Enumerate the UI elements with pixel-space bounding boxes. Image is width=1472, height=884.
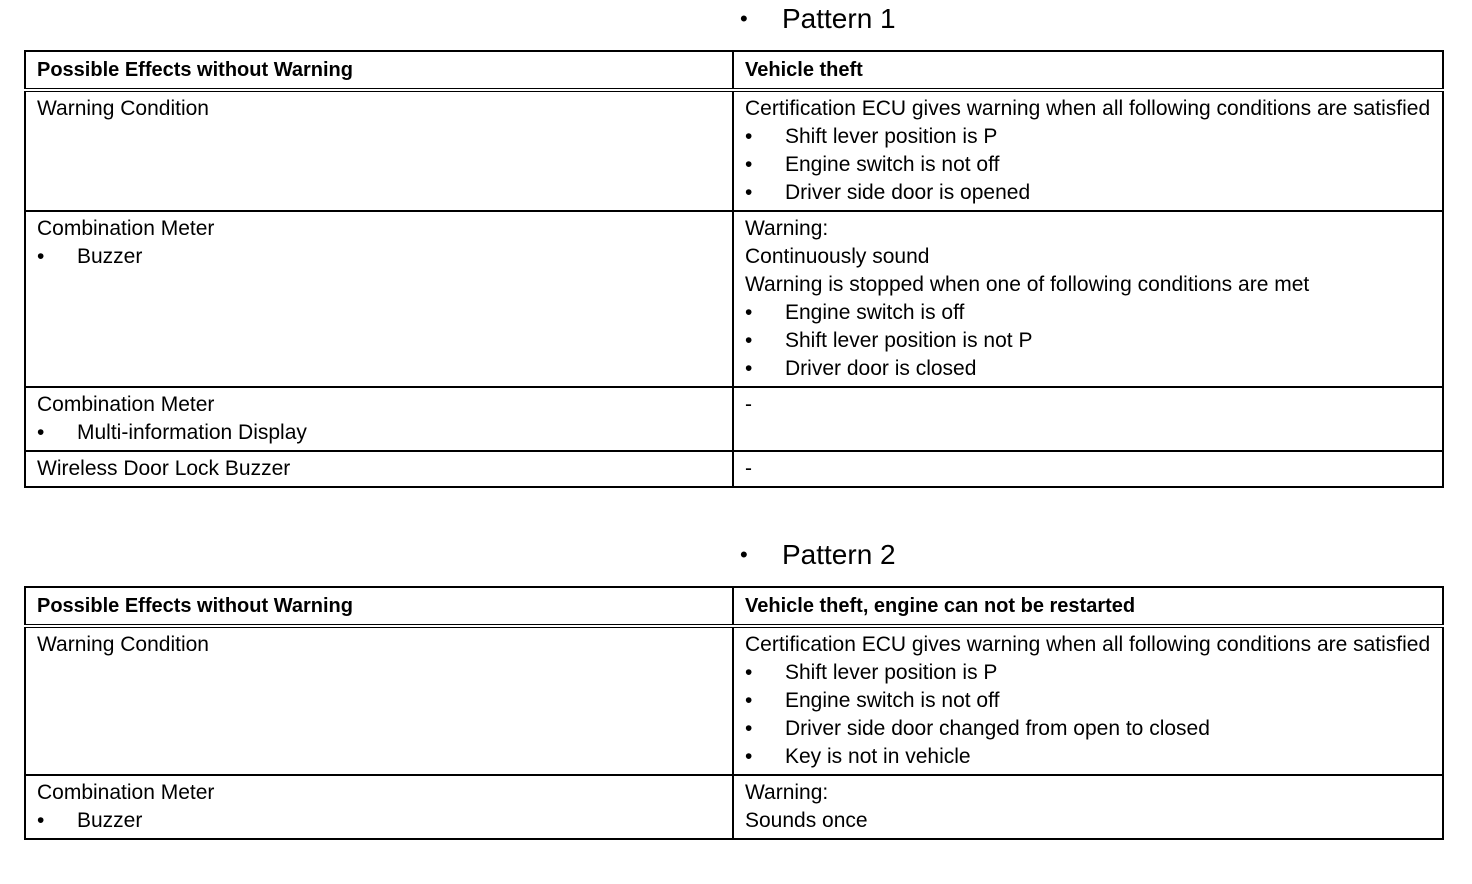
- bullet-item: [745, 299, 1432, 327]
- bullet-icon: •: [745, 153, 753, 176]
- table-row: [25, 775, 1443, 839]
- bullet-text: Key is not in vehicle: [785, 745, 971, 768]
- right-text: Warning:: [745, 217, 829, 240]
- bullet-text: Buzzer: [77, 245, 143, 268]
- bullet-text: Engine switch is not off: [785, 153, 1000, 176]
- bullet-item: [745, 327, 1432, 355]
- table-row: [25, 626, 1443, 775]
- right-text: -: [745, 393, 752, 416]
- header-col1: Possible Effects without Warning: [25, 587, 733, 626]
- left-title: Wireless Door Lock Buzzer: [37, 457, 291, 480]
- pattern-2-table: [24, 586, 1444, 840]
- table-row: [25, 211, 1443, 387]
- bullet-item: [37, 807, 722, 835]
- left-title: Combination Meter: [37, 217, 215, 240]
- bullet-text: Driver door is closed: [785, 357, 977, 380]
- bullet-icon: •: [37, 809, 45, 832]
- header-col2: Vehicle theft: [733, 51, 1443, 90]
- bullet-item: [745, 355, 1432, 383]
- right-cell: [733, 775, 1443, 839]
- right-text: -: [745, 457, 752, 480]
- right-text: Certification ECU gives warning when all following conditions are satisfied: [745, 97, 1431, 120]
- left-title: Warning Condition: [37, 97, 209, 120]
- bullet-icon: •: [745, 301, 753, 324]
- left-cell: [25, 451, 733, 487]
- left-title: Combination Meter: [37, 393, 215, 416]
- bullet-item: [745, 743, 1432, 771]
- bullet-icon: •: [745, 125, 753, 148]
- bullet-item: [37, 419, 722, 447]
- left-title: Combination Meter: [37, 781, 215, 804]
- bullet-icon: •: [745, 661, 753, 684]
- bullet-text: Shift lever position is P: [785, 661, 998, 684]
- left-cell: [25, 90, 733, 211]
- table-row: [25, 451, 1443, 487]
- pattern-1-table: [24, 50, 1444, 488]
- right-text: Warning:: [745, 781, 829, 804]
- pattern-1-body: [25, 90, 1443, 487]
- right-cell: [733, 387, 1443, 451]
- header-col1: Possible Effects without Warning: [25, 51, 733, 90]
- bullet-item: [745, 123, 1432, 151]
- bullet-icon: •: [745, 689, 753, 712]
- bullet-item: [745, 179, 1432, 207]
- table-header-row: [25, 51, 1443, 90]
- pattern-1-heading: [740, 2, 896, 36]
- left-cell: [25, 387, 733, 451]
- right-cell: [733, 211, 1443, 387]
- bullet-text: Shift lever position is P: [785, 125, 998, 148]
- bullet-text: Driver side door changed from open to closed: [785, 717, 1210, 740]
- left-title: Warning Condition: [37, 633, 209, 656]
- pattern-2-body: [25, 626, 1443, 839]
- bullet-icon: •: [745, 745, 753, 768]
- left-cell: [25, 211, 733, 387]
- bullet-text: Buzzer: [77, 809, 143, 832]
- left-cell: [25, 626, 733, 775]
- right-text: Certification ECU gives warning when all following conditions are satisfied: [745, 633, 1431, 656]
- bullet-icon: •: [745, 181, 753, 204]
- bullet-text: Driver side door is opened: [785, 181, 1031, 204]
- bullet-item: [745, 687, 1432, 715]
- bullet-text: Engine switch is off: [785, 301, 965, 324]
- bullet-icon: •: [740, 6, 748, 31]
- bullet-icon: •: [745, 717, 753, 740]
- right-cell: [733, 90, 1443, 211]
- bullet-text: Engine switch is not off: [785, 689, 1000, 712]
- bullet-text: Multi-information Display: [77, 421, 307, 444]
- right-text: Sounds once: [745, 809, 868, 832]
- right-cell: [733, 451, 1443, 487]
- table-row: [25, 387, 1443, 451]
- left-cell: [25, 775, 733, 839]
- bullet-item: [745, 151, 1432, 179]
- right-cell: [733, 626, 1443, 775]
- pattern-1-title: Pattern 1: [782, 3, 896, 34]
- table-row: [25, 90, 1443, 211]
- bullet-text: Shift lever position is not P: [785, 329, 1033, 352]
- bullet-icon: •: [740, 542, 748, 567]
- pattern-2-heading: [740, 538, 896, 572]
- pattern-2-title: Pattern 2: [782, 539, 896, 570]
- right-text: Warning is stopped when one of following conditions are met: [745, 273, 1310, 296]
- bullet-icon: •: [745, 329, 753, 352]
- bullet-icon: •: [745, 357, 753, 380]
- table-header-row: [25, 587, 1443, 626]
- bullet-item: [745, 715, 1432, 743]
- bullet-item: [37, 243, 722, 271]
- bullet-icon: •: [37, 421, 45, 444]
- bullet-item: [745, 659, 1432, 687]
- right-text: Continuously sound: [745, 245, 930, 268]
- header-col2: Vehicle theft, engine can not be restarted: [733, 587, 1443, 626]
- bullet-icon: •: [37, 245, 45, 268]
